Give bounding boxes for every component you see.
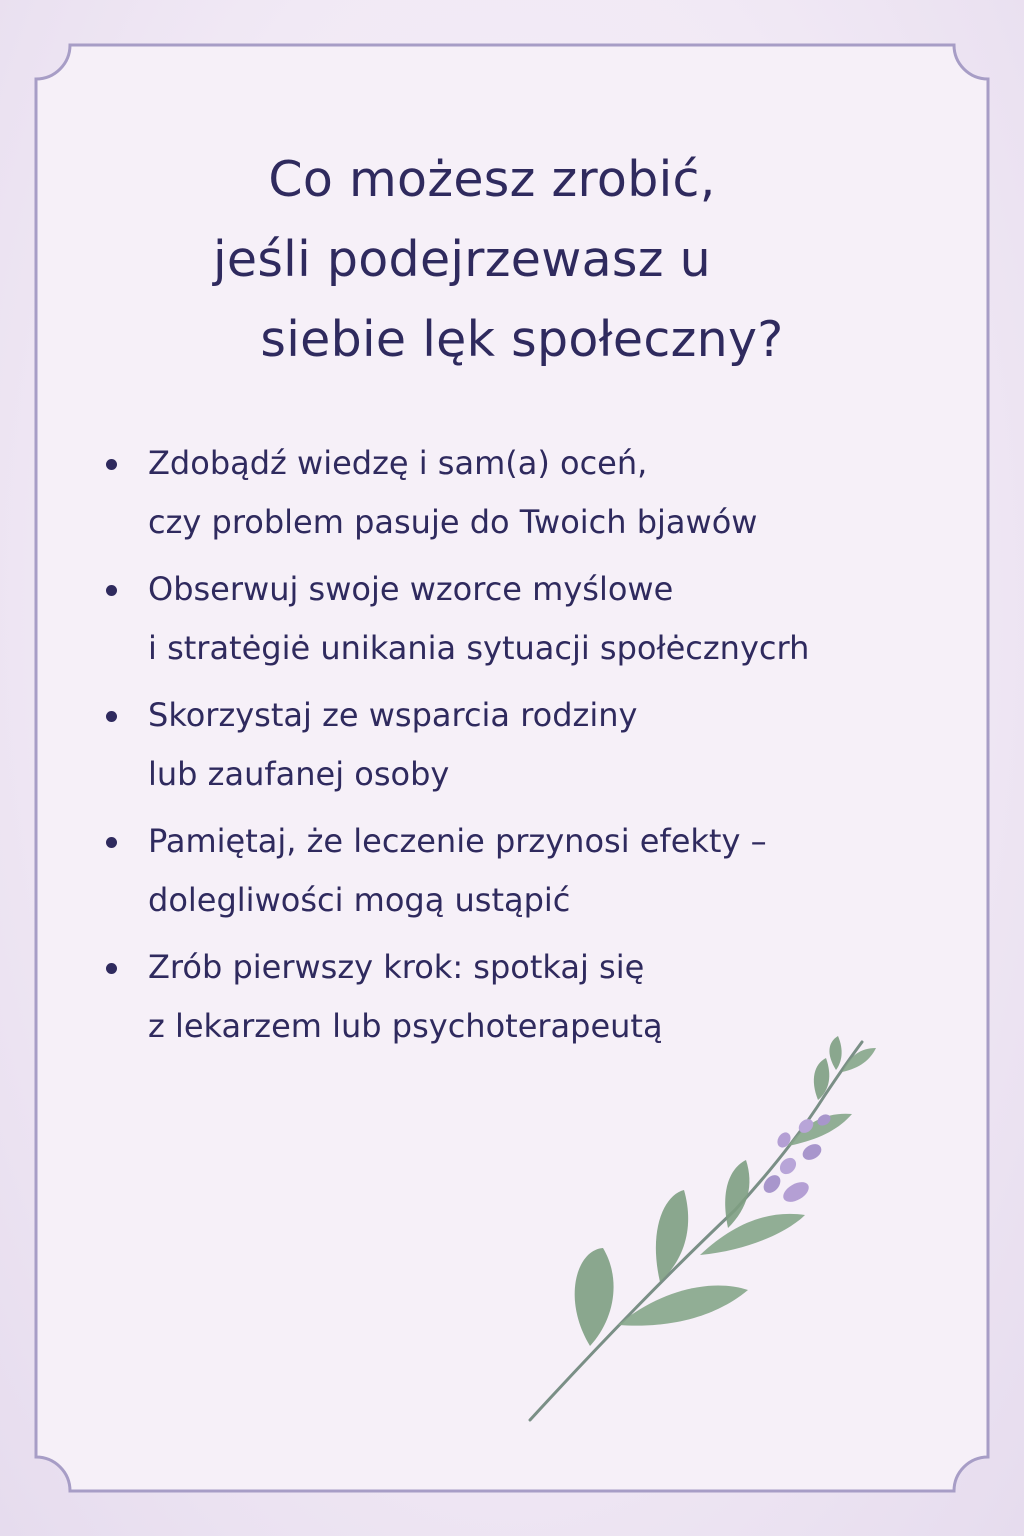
list-item-line-1: Zrób pierwszy krok: spotkaj się [148, 948, 645, 986]
list-item-line-1: Zdobądź wiedzę i sam(a) oceń, [148, 444, 648, 482]
list-item-line-2: i stratėgiė unikania sytuacji społėcznycrh [148, 629, 810, 667]
title-line-2: jeśli podejrzewasz u [212, 231, 712, 288]
list-item-line-1: Skorzystaj ze wsparcia rodziny [148, 696, 638, 734]
list-item-line-2: z lekarzem lub psychoterapeutą [148, 1007, 663, 1045]
list-item-line-1: Obserwuj swoje wzorce myślowe [148, 570, 674, 608]
list-item-line-2: dolegliwości mogą ustąpić [148, 881, 571, 919]
list-item-line-2: lub zaufanej osoby [148, 755, 450, 793]
list-item-line-1: Pamiętaj, że leczenie przynosi efekty – [148, 822, 767, 860]
title-line-1: Co możesz zrobić, [268, 151, 716, 208]
list-item-line-2: czy problem pasuje do Twoich bjawów [148, 503, 758, 541]
title-line-3: siebie lęk społeczny? [260, 311, 784, 368]
